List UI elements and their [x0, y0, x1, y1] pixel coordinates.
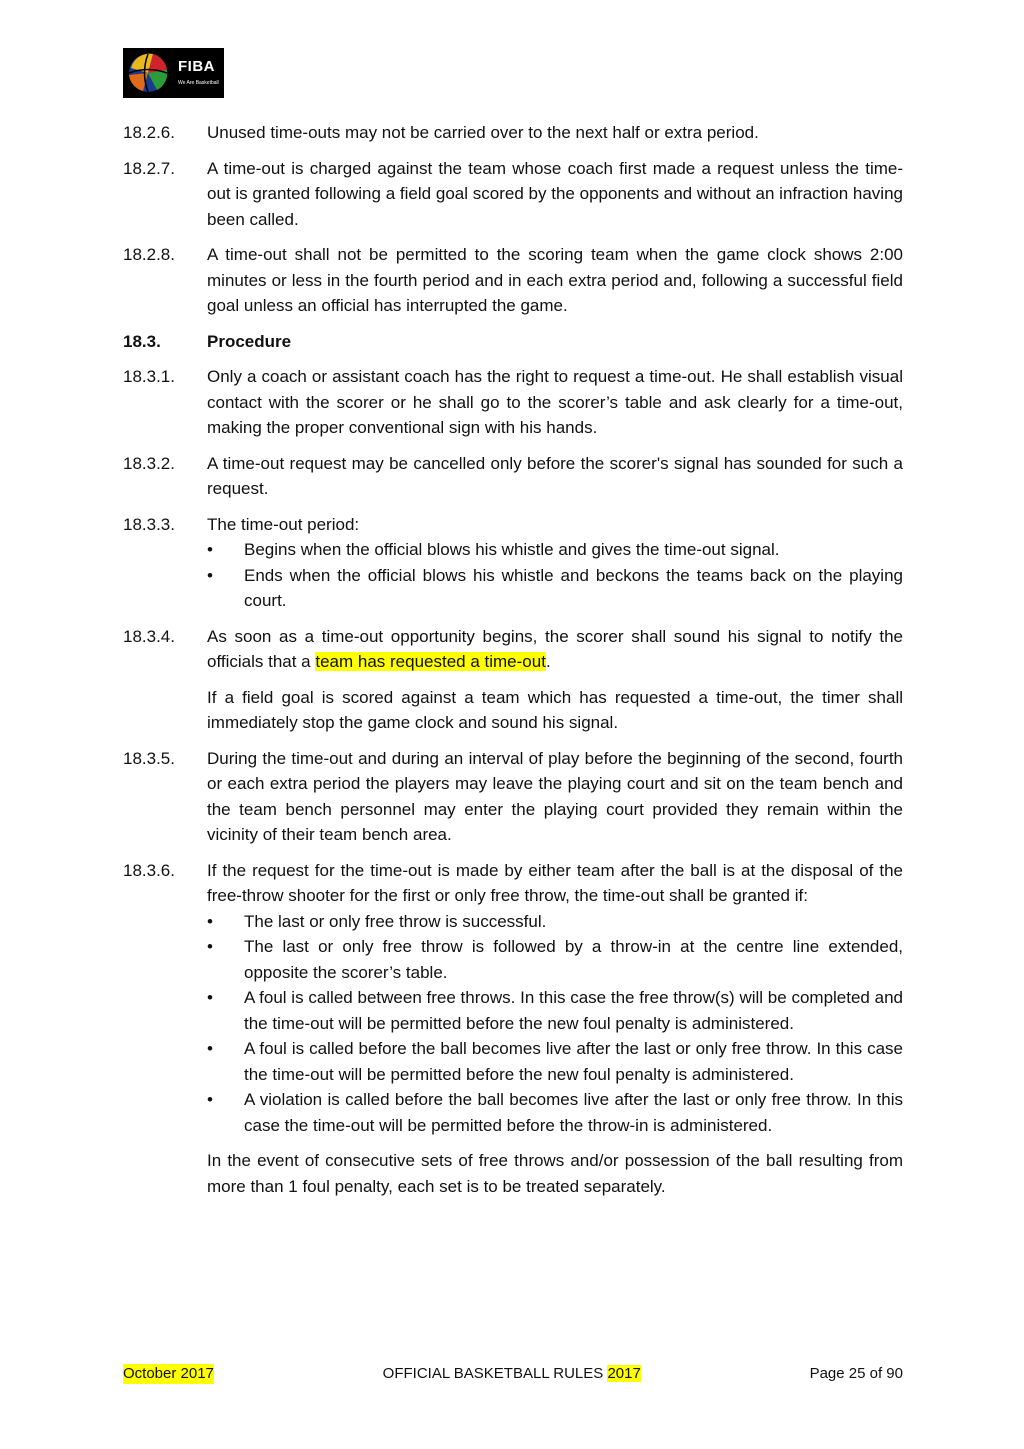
clause-number: 18.3.4. — [123, 626, 175, 646]
clause-intro: The time-out period: — [207, 514, 360, 534]
clause-18-3-4 — [123, 624, 903, 736]
clause-number: 18.3.6. — [123, 860, 175, 880]
clause-18-3-1 — [123, 364, 903, 441]
clause-text: A time-out shall not be permitted to the scoring team when the game clock shows 2:00 minutes or less in the fourth period and in each extra period and, following a successful field goal unless an official has interrupted the game. — [207, 245, 903, 315]
list-item: • The last or only free throw is successful. — [207, 909, 903, 935]
clause-18-3-5 — [123, 746, 903, 848]
section-number: 18.3. — [123, 331, 161, 351]
section-title: Procedure — [207, 331, 292, 351]
text-before-highlight: As soon as a time-out opportunity begins, the scorer shall sound his signal to notify the officials that a — [207, 626, 903, 671]
clause-number: 18.3.1. — [123, 367, 175, 386]
list-item: • A violation is called before the ball becomes live after the last or only free throw. In this case the time-out will be permitted before the throw-in is administered. — [207, 1087, 903, 1138]
clause-18-2-8 — [123, 242, 903, 319]
clause-number: 18.3.3. — [123, 514, 175, 534]
section-heading-procedure — [123, 329, 903, 355]
clause-18-3-2 — [123, 451, 903, 502]
clause-body — [207, 624, 903, 736]
document-body — [123, 120, 903, 1209]
basketball-globe-icon — [123, 48, 173, 98]
clause-paragraph: If a field goal is scored against a team which has requested a time-out, the timer shall immediately stop the game clock and sound his signal. — [207, 687, 903, 732]
highlighted-text: team has requested a time-out — [315, 652, 546, 671]
list-item: • Ends when the official blows his whistle and beckons the teams back on the playing court. — [207, 563, 903, 614]
clause-18-2-6 — [123, 120, 903, 146]
clause-18-2-7 — [123, 156, 903, 233]
list-item: • The last or only free throw is followed by a throw-in at the centre line extended, opposite the scorer’s table. — [207, 934, 903, 985]
list-item: • A foul is called before the ball becomes live after the last or only free throw. In this case the time-out will be permitted before the new foul penalty is administered. — [207, 1036, 903, 1087]
clause-intro: If the request for the time-out is made by either team after the ball is at the disposal of the free-throw shooter for the first or only free throw, the time-out shall be granted if: — [207, 860, 903, 905]
clause-18-3-3 — [123, 512, 903, 614]
clause-18-3-6 — [123, 858, 903, 1200]
clause-text: A time-out request may be cancelled only before the scorer's signal has sounded for such a request. — [207, 453, 903, 498]
clause-number: 18.2.7. — [123, 158, 175, 178]
clause-text: A time-out is charged against the team whose coach first made a request unless the time-out is granted following a field goal scored by the opponents and without an infraction having been called. — [207, 158, 903, 229]
footer-page-number: Page 25 of 90 — [809, 1365, 903, 1382]
clause-text: During the time-out and during an interval of play before the beginning of the second, fourth or each extra period the players may leave the playing court and sit on the team bench and the team bench personnel may enter the playing court provided they remain within the vicinity of their team bench area. — [207, 748, 903, 844]
clause-number: 18.3.2. — [123, 453, 175, 473]
bullet-list — [207, 909, 903, 1139]
text-after-highlight: . — [545, 652, 551, 671]
fiba-logo — [123, 48, 224, 98]
footer-date: October 2017 — [123, 1365, 214, 1382]
page-footer — [123, 1364, 903, 1384]
clause-text — [207, 624, 903, 675]
clause-body — [207, 858, 903, 1200]
bullet-list — [207, 537, 903, 614]
clause-text: Only a coach or assistant coach has the right to request a time-out. He shall establish visual contact with the scorer or he shall go to the scorer’s table and ask clearly for a time-out, making the proper conventional sign with his hands. — [207, 367, 903, 437]
clause-paragraph: In the event of consecutive sets of free throws and/or possession of the ball resulting from more than 1 foul penalty, each set is to be treated separately. — [207, 1151, 903, 1196]
footer-title — [383, 1364, 641, 1384]
clause-number: 18.2.6. — [123, 123, 175, 142]
logo-text — [173, 48, 224, 98]
clause-number: 18.3.5. — [123, 748, 175, 768]
clause-text: Unused time-outs may not be carried over to the next half or extra period. — [207, 123, 759, 142]
footer-title-text: OFFICIAL BASKETBALL RULES — [382, 1365, 608, 1382]
list-item: • Begins when the official blows his whistle and gives the time-out signal. — [207, 537, 903, 563]
list-item: • A foul is called between free throws. In this case the free throw(s) will be completed and the time-out will be permitted before the new foul penalty is administered. — [207, 985, 903, 1036]
logo-tagline: We Are Basketball — [178, 80, 219, 86]
logo-wordmark: FIBA — [178, 58, 215, 75]
clause-body — [207, 512, 903, 614]
clause-number: 18.2.8. — [123, 245, 175, 264]
footer-title-year: 2017 — [607, 1365, 641, 1382]
